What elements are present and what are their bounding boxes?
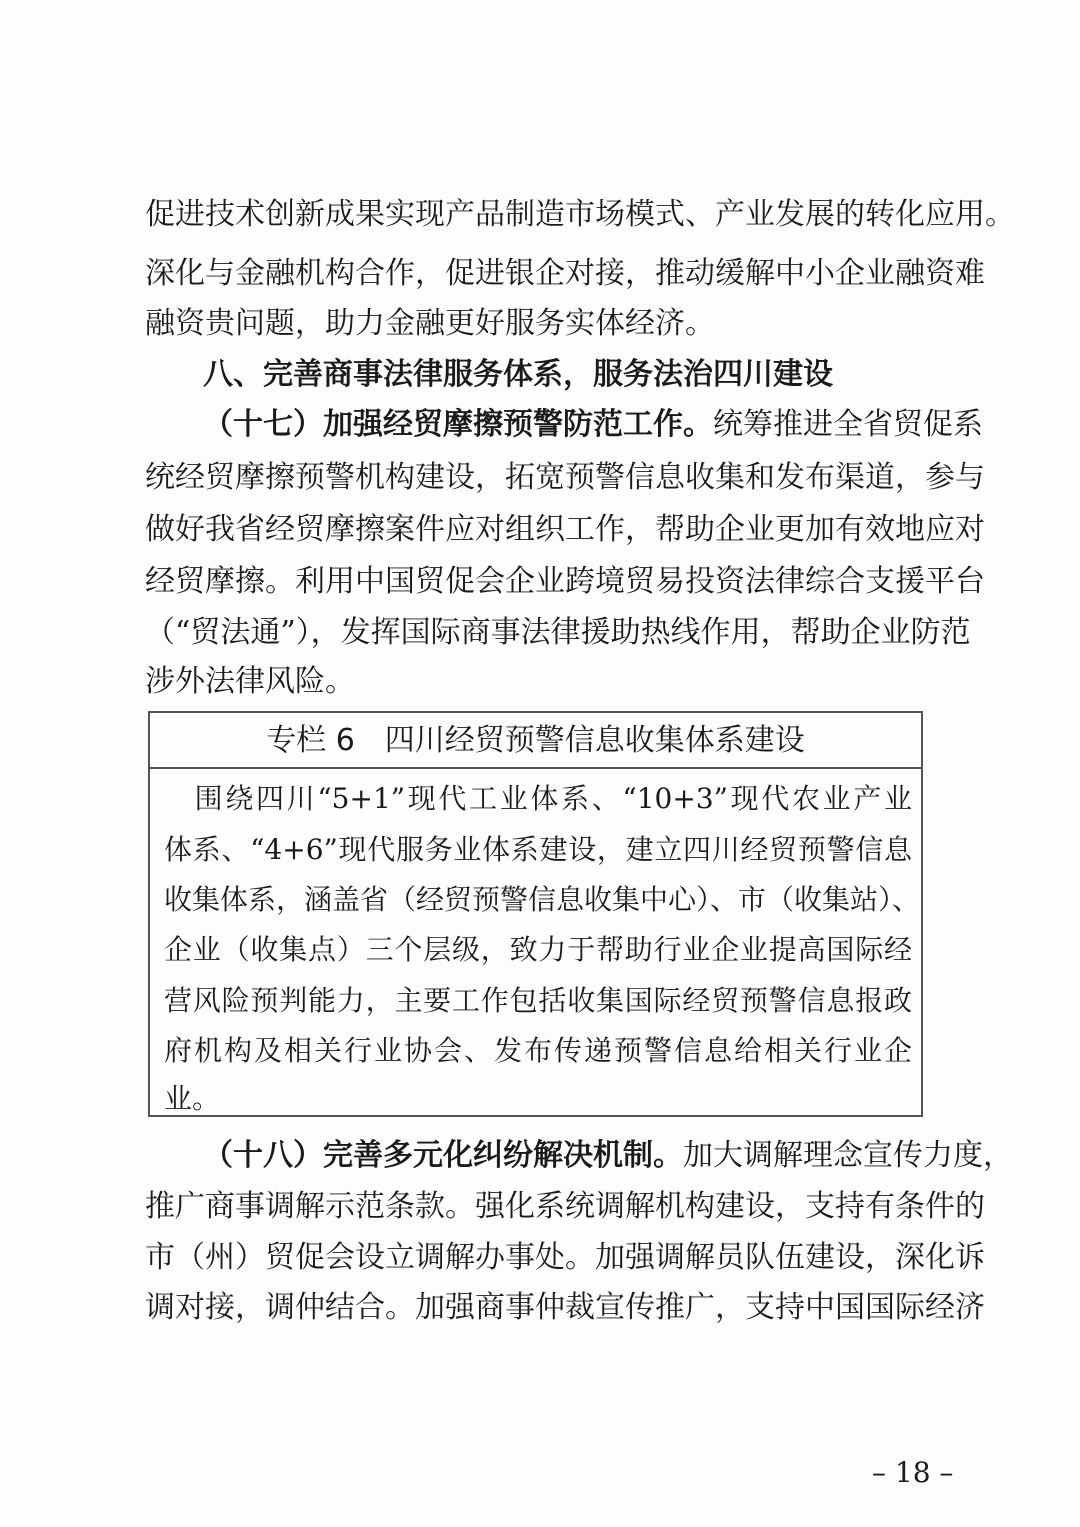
column-box-line: 体系、“4+6”现代服务业体系建设，建立四川经贸预警信息	[164, 833, 912, 866]
paragraph-line: 深化与金融机构合作，促进银企对接，推动缓解中小企业融资难	[145, 256, 985, 291]
paragraph-line: 做好我省经贸摩擦案件应对组织工作，帮助企业更加有效地应对	[145, 512, 985, 547]
column-box-line: 企业（收集点）三个层级，致力于帮助行业企业提高国际经	[164, 933, 912, 966]
column-box-line: 营风险预判能力，主要工作包括收集国际经贸预警信息报政	[164, 984, 912, 1017]
paragraph-line: 经贸摩擦。利用中国贸促会企业跨境贸易投资法律综合支援平台	[145, 564, 985, 599]
paragraph-line: 融资贵问题，助力金融更好服务实体经济。	[145, 306, 715, 341]
paragraph-line: 促进技术创新成果实现产品制造市场模式、产业发展的转化应用。	[145, 197, 1015, 232]
paragraph-line: （“贸法通”），发挥国际商事法律援助热线作用，帮助企业防范	[145, 615, 971, 650]
paragraph-18-first-rest: 加大调解理念宣传力度，	[683, 1138, 1013, 1173]
paragraph-18-first-line	[203, 1136, 1013, 1176]
column-box-header	[150, 713, 921, 769]
column-box	[148, 711, 923, 1117]
column-box-line: 业。	[164, 1082, 221, 1115]
paragraph-line: 调对接，调仲结合。加强商事仲裁宣传推广，支持中国国际经济	[145, 1290, 985, 1325]
section-heading: 八、完善商事法律服务体系，服务法治四川建设	[203, 357, 833, 392]
column-box-title: 专栏 6 四川经贸预警信息收集体系建设	[266, 723, 805, 758]
paragraph-line: 市（州）贸促会设立调解办事处。加强调解员队伍建设，深化诉	[145, 1240, 985, 1275]
column-box-line: 围绕四川“5+1”现代工业体系、“10+3”现代农业产业	[164, 782, 912, 815]
paragraph-line: 推广商事调解示范条款。强化系统调解机构建设，支持有条件的	[145, 1189, 985, 1224]
column-box-line: 府机构及相关行业协会、发布传递预警信息给相关行业企	[164, 1034, 912, 1067]
paragraph-18-title: （十八）完善多元化纠纷解决机制。	[203, 1138, 683, 1173]
paragraph-17-title: （十七）加强经贸摩擦预警防范工作。	[203, 407, 713, 442]
paragraph-line: 统经贸摩擦预警机构建设，拓宽预警信息收集和发布渠道，参与	[145, 460, 985, 495]
page-number: – 18 –	[872, 1456, 954, 1489]
paragraph-17-first-line	[203, 405, 983, 445]
paragraph-17-first-rest: 统筹推进全省贸促系	[713, 407, 983, 442]
column-box-line: 收集体系，涵盖省（经贸预警信息收集中心）、市（收集站）、	[164, 883, 921, 916]
paragraph-line: 涉外法律风险。	[145, 664, 355, 699]
